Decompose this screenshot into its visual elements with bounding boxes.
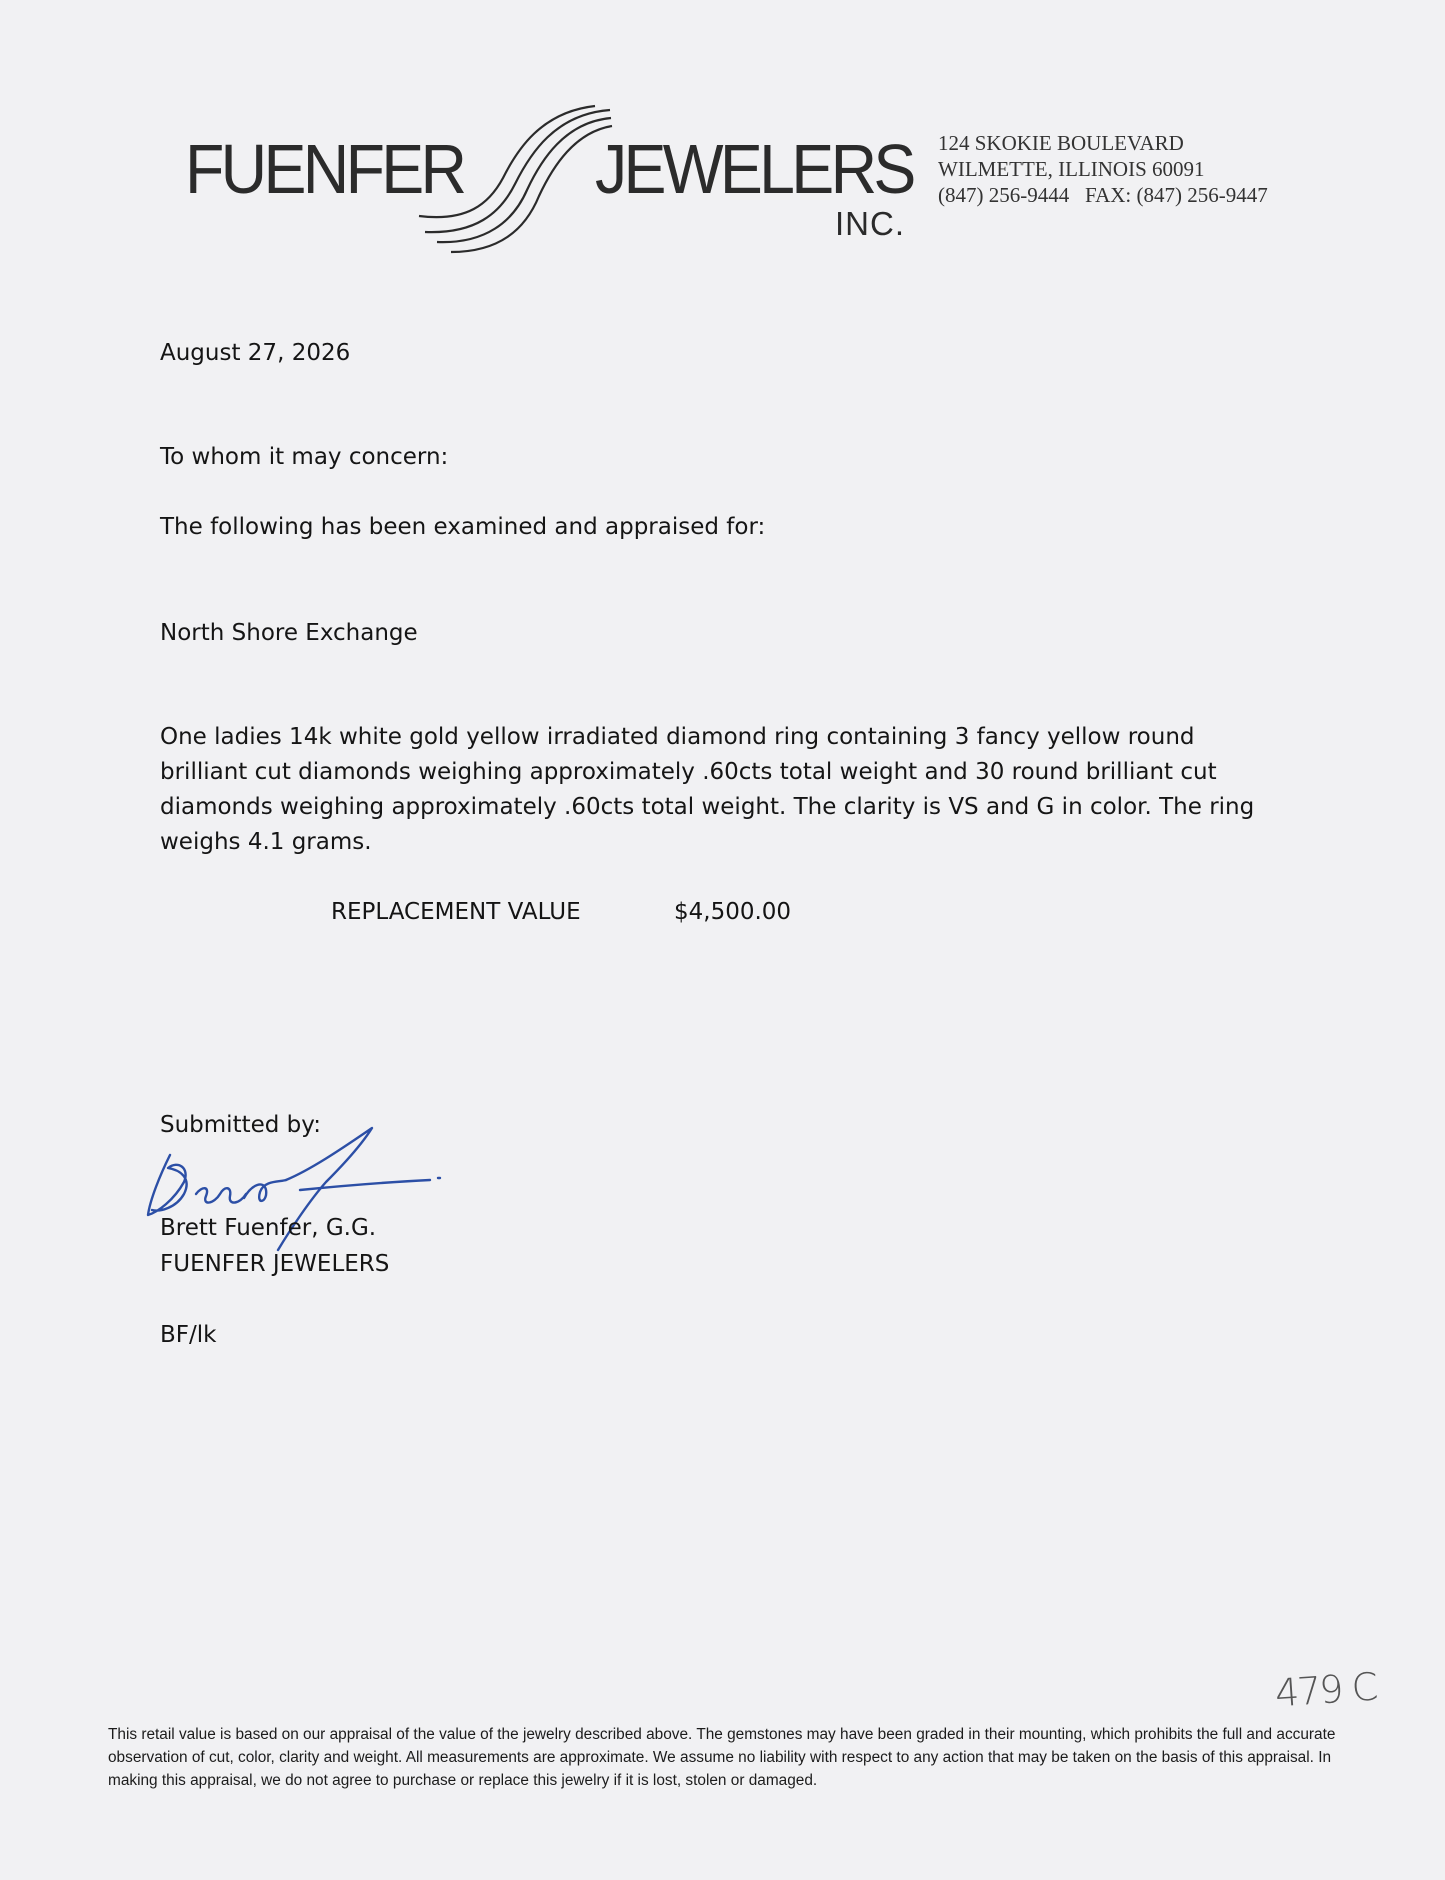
salutation: To whom it may concern:	[160, 444, 449, 470]
company-address	[938, 130, 1268, 208]
reference-initials: BF/lk	[160, 1322, 217, 1348]
signer-company: FUENFER JEWELERS	[160, 1251, 390, 1277]
address-line-1: 124 SKOKIE BOULEVARD	[938, 131, 1184, 155]
logo-text-right: JEWELERS	[595, 130, 913, 208]
logo-text-left: FUENFER	[185, 130, 464, 208]
item-description: One ladies 14k white gold yellow irradiated diamond ring containing 3 fancy yellow round brilliant cut diamonds weighing approximately .60cts total weight and 30 round brilliant cut diamonds weighing approximately .60cts total weight. The clarity is VS and G in color. The ring weighs 4.1 grams.	[160, 724, 1255, 855]
handwritten-note: 479 C	[1273, 1664, 1378, 1716]
company-logo	[185, 104, 925, 254]
intro-line: The following has been examined and appraised for:	[160, 514, 766, 540]
letter-date: August 27, 2026	[160, 340, 351, 366]
replacement-value-label: REPLACEMENT VALUE	[331, 899, 581, 925]
submitted-by-label: Submitted by:	[160, 1112, 321, 1138]
logo-swoosh-icon	[415, 104, 615, 254]
logo-inc: INC.	[835, 205, 905, 242]
address-line-2: WILMETTE, ILLINOIS 60091	[938, 157, 1205, 181]
recipient-name: North Shore Exchange	[160, 620, 418, 646]
replacement-value-amount: $4,500.00	[674, 899, 792, 925]
disclaimer-text: This retail value is based on our appraisal of the value of the jewelry described above. The gemstones may have been graded in their mounting, which prohibits the full and accurate observation of cut, color, clarity and weight. All measurements are approximate. We assume no liability with respect to any action that may be taken on the basis of this appraisal. In making this appraisal, we do not agree to purchase or replace this jewelry if it is lost, stolen or damaged.	[108, 1726, 1336, 1789]
signer-name: Brett Fuenfer, G.G.	[160, 1215, 377, 1241]
phone-fax-line: (847) 256-9444 FAX: (847) 256-9447	[938, 183, 1268, 207]
